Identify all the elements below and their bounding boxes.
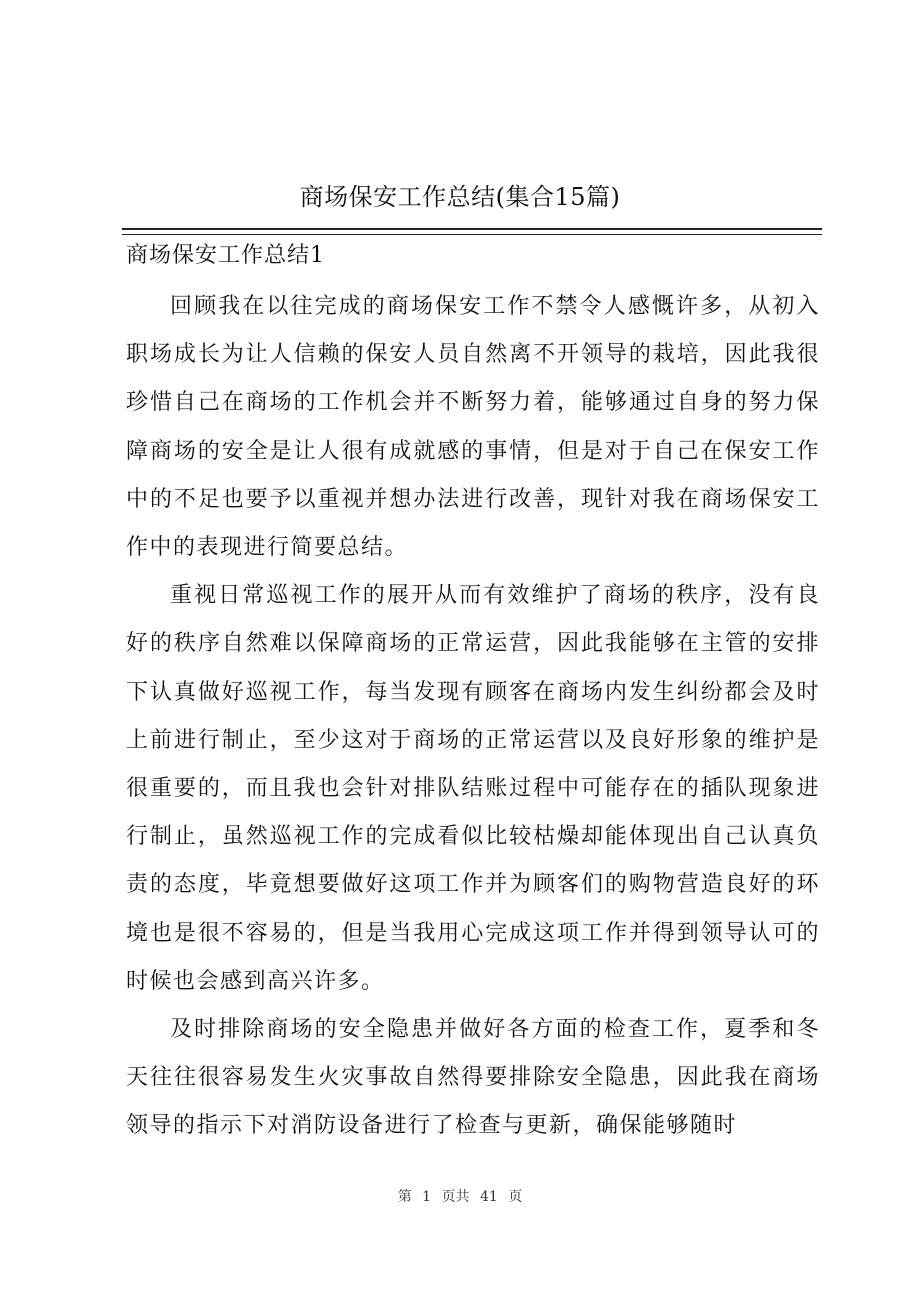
page-number-footer: 第 1 页共 41 页 — [397, 1189, 523, 1205]
title-double-rule — [122, 228, 822, 235]
paragraph-1: 回顾我在以往完成的商场保安工作不禁令人感慨许多，从初入职场成长为让人信赖的保安人员自然离不开领导的栽培，因此我很珍惜自己在商场的工作机会并不断努力着，能够通过自身的努力保障商场的安全是让人很有成就感的事情，但是对于自己在保安工作中的不足也要予以重视并想办法进行改善，现针对我在商场保安工作中的表现进行简要总结。 — [126, 294, 820, 561]
document-body — [126, 283, 820, 1151]
document-title: 商场保安工作总结(集合15篇) — [299, 183, 621, 211]
section-heading: 商场保安工作总结1 — [126, 243, 325, 268]
paragraph-3: 及时排除商场的安全隐患并做好各方面的检查工作，夏季和冬天往往很容易发生火灾事故自然得要排除安全隐患，因此我在商场领导的指示下对消防设备进行了检查与更新，确保能够随时 — [126, 1017, 820, 1139]
paragraph-2: 重视日常巡视工作的展开从而有效维护了商场的秩序，没有良好的秩序自然难以保障商场的正常运营，因此我能够在主管的安排下认真做好巡视工作，每当发现有顾客在商场内发生纠纷都会及时上前进行制止，至少这对于商场的正常运营以及良好形象的维护是很重要的，而且我也会针对排队结账过程中可能存在的插队现象进行制止，虽然巡视工作的完成看似比较枯燥却能体现出自己认真负责的态度，毕竟想要做好这项工作并为顾客们的购物营造良好的环境也是很不容易的，但是当我用心完成这项工作并得到领导认可的时候也会感到高兴许多。 — [126, 583, 820, 994]
